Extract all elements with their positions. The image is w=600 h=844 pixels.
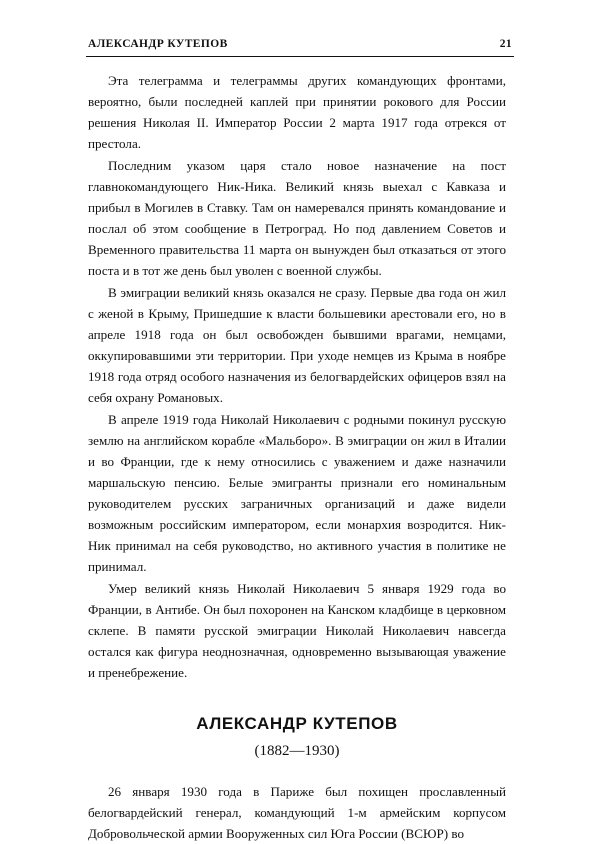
paragraph: В эмиграции великий князь оказался не сразу. Первые два года он жил с женой в Крыму, Пришедшие к власти большевики арестовали его, но в апреле 1918 года он был освобожден бывшими врагами, немцами, оккупировавшими эти территории. При уходе немцев из Крыма в ноябре 1918 года отряд особого назначения из белогвардейских офицеров взял на себя охрану Романовых. [88, 285, 506, 405]
paragraph: Умер великий князь Николай Николаевич 5 января 1929 года во Франции, в Антибе. Он был похоронен на Канском кладбище в церковном склепе. В памяти русской эмиграции Николай Николаевич навсегда остался как фигура неоднозначная, одновременно вызывающая уважение и пренебрежение. [88, 581, 506, 680]
page-number: 21 [499, 38, 512, 50]
paragraph: Последним указом царя стало новое назначение на пост главнокомандующего Ник-Ника. Великий князь выехал с Кавказа и прибыл в Могилев в Ставку. Там он намеревался принять командование и послал об этом сообщение в Петроград. Но под давлением Советов и Временного правительства 11 марта он вынужден был отказаться от этого поста и в тот же день был уволен с военной службы. [88, 158, 506, 278]
chapter-body [88, 781, 506, 844]
chapter-dates: (1882—1930) [254, 743, 340, 759]
header-rule [86, 56, 514, 57]
running-title: АЛЕКСАНДР КУТЕПОВ [88, 38, 228, 50]
chapter-heading [88, 713, 506, 761]
running-header [88, 38, 512, 50]
paragraph: Эта телеграмма и телеграммы других командующих фронтами, вероятно, были последней каплей при принятии рокового для России решения Николая II. Император России 2 марта 1917 года отрекся от престола. [88, 73, 506, 151]
chapter-title: АЛЕКСАНДР КУТЕПОВ [196, 714, 398, 733]
paragraph: В апреле 1919 года Николай Николаевич с родными покинул русскую землю на английском корабле «Мальборо». В эмиграции он жил в Италии и во Франции, где к нему относились с уважением и даже назначили маршальскую пенсию. Белые эмигранты признали его номинальным руководителем русских заграничных организаций и даже видели возможным российским императором, если монархия возродится. Ник-Ник принимал на себя руководство, но активного участия в политике не принимал. [88, 412, 506, 574]
chapter-opening-paragraph: 26 января 1930 года в Париже был похищен прославленный белогвардейский генерал, командующий 1-м армейским корпусом Добровольческой армии Вооруженных сил Юга России (ВСЮР) во [88, 784, 506, 841]
page-body [88, 70, 506, 844]
